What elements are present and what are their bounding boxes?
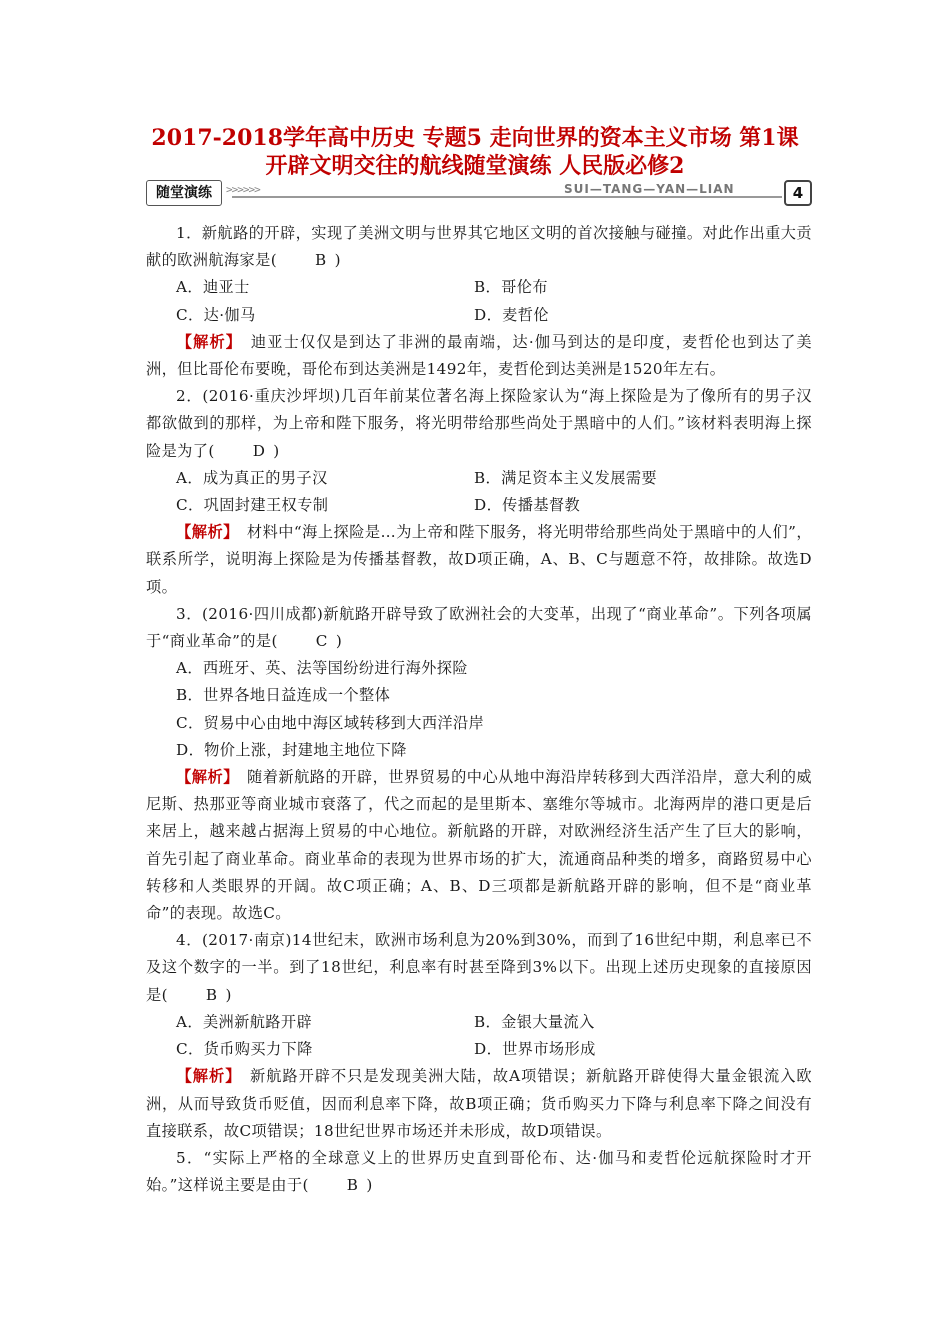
section-banner [146,180,812,204]
option: D．传播基督教 [474,496,581,515]
question-stem: 4．(2017·南京)14世纪末，欧洲市场利息为20%到30%，而到了16世纪中期，利息率已不及这个数字的一半。到了18世纪，利息率有时甚至降到3%以下。出现上述历史现象的直接原因是( B ) [146,927,812,1009]
option: C．达·伽马 [176,305,256,324]
options-row [146,274,812,301]
option: A．成为真正的男子汉 [176,468,328,487]
explanation-tag: 【解析】 [176,1067,234,1086]
answer-letter: B [346,1176,359,1195]
explanation-tag: 【解析】 [176,523,232,542]
banner-arrows: >>>>>> [226,183,260,196]
option: B．金银大量流入 [474,1012,595,1031]
question-stem: 1．新航路的开辟，实现了美洲文明与世界其它地区文明的首次接触与碰撞。对此作出重大贡献的欧洲航海家是( B ) [146,220,812,274]
explanation-tag: 【解析】 [176,332,235,351]
option: A．美洲新航路开辟 [176,1012,313,1031]
question-stem: 5．“实际上严格的全球意义上的世界历史直到哥伦布、达·伽马和麦哲伦远航探险时才开始。”这样说主要是由于( B ) [146,1145,812,1199]
title-line-2: 开辟文明交往的航线随堂演练 人民版必修2 [265,153,685,179]
options-row [146,492,812,519]
options-row [146,1036,812,1063]
explanation-tag: 【解析】 [176,768,232,787]
explanation: 【解析】 迪亚士仅仅是到达了非洲的最南端，达·伽马到达的是印度，麦哲伦也到达了美洲，但比哥伦布要晚，哥伦布到达美洲是1492年，麦哲伦到达美洲是1520年左右。 [146,332,813,379]
banner-label: 随堂演练 [146,180,222,206]
option: D．物价上涨，封建地主地位下降 [176,740,407,759]
options-row [146,302,812,329]
question-stem: 3．(2016·四川成都)新航路开辟导致了欧洲社会的大变革，出现了“商业革命”。下列各项属于“商业革命”的是( C ) [146,601,812,655]
options-row [146,465,812,492]
explanation: 【解析】 材料中“海上探险是…为上帝和陛下服务，将光明带给那些尚处于黑暗中的人们”，联系所学，说明海上探险是为传播基督教，故D项正确，A、B、C与题意不符，故排除。故选D项。 [146,523,812,596]
option: C．货币购买力下降 [176,1040,313,1059]
question-list [146,220,812,1199]
answer-letter: B [315,251,327,270]
option: B．满足资本主义发展需要 [474,468,658,487]
options-row [146,1009,812,1036]
banner-rule-left [232,196,554,198]
document-title [0,124,950,180]
answer-letter: D [252,441,266,460]
banner-pinyin: SUI—TANG—YAN—LIAN [560,182,739,196]
answer-letter: B [205,985,218,1004]
explanation: 【解析】 随着新航路的开辟，世界贸易的中心从地中海沿岸转移到大西洋沿岸，意大利的威尼斯、热那亚等商业城市衰落了，代之而起的是里斯本、塞维尔等城市。北海两岸的港口更是后来居上，越来越占据海上贸易的中心地位。新航路的开辟，对欧洲经济生活产生了巨大的影响，首先引起了商业革命。商业革命的表现为世界市场的扩大，流通商品种类的增多，商路贸易中心转移和人类眼界的开阔。故C项正确；A、B、D三项都是新航路开辟的影响，但不是“商业革命”的表现。故选C。 [146,768,813,923]
option: B．哥伦布 [474,278,548,297]
option: C．贸易中心由地中海区域转移到大西洋沿岸 [176,713,485,732]
banner-number: 4 [784,180,812,206]
question-stem: 2．(2016·重庆沙坪坝)几百年前某位著名海上探险家认为“海上探险是为了像所有的男子汉都欲做到的那样，为上帝和陛下服务，将光明带给那些尚处于黑暗中的人们。”该材料表明海上探险是为了( D ) [146,383,812,465]
option: D．麦哲伦 [474,305,549,324]
option: A．西班牙、英、法等国纷纷进行海外探险 [176,659,468,678]
option: A．迪亚士 [176,278,250,297]
title-line-1: 2017-2018学年高中历史 专题5 走向世界的资本主义市场 第1课 [151,125,799,151]
option: D．世界市场形成 [474,1040,596,1059]
explanation: 【解析】 新航路开辟不只是发现美洲大陆，故A项错误；新航路开辟使得大量金银流入欧洲，从而导致货币贬值，因而利息率下降，故B项正确；货币购买力下降与利息率下降之间没有直接联系，故C项错误；18世纪世界市场还并未形成，故D项错误。 [146,1067,813,1140]
option: C．巩固封建王权专制 [176,496,329,515]
option: B．世界各地日益连成一个整体 [176,686,391,705]
answer-letter: C [315,632,328,651]
